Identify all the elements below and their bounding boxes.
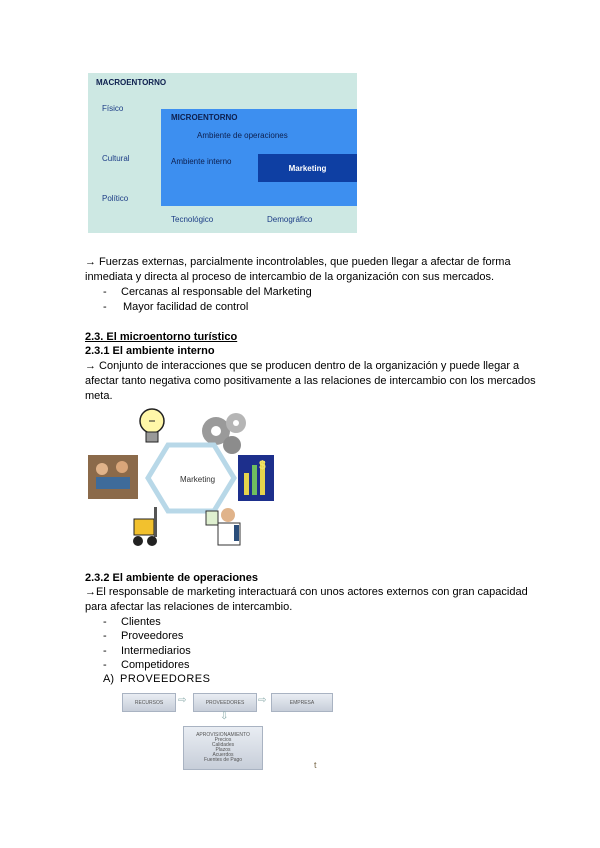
list-item: - Cercanas al responsable del Marketing [103, 286, 312, 298]
macro-title: MACROENTORNO [96, 78, 167, 87]
internal-label: Ambiente interno [171, 157, 232, 166]
person-presenting-icon [206, 508, 240, 545]
sub2-line2: para afectar las relaciones de intercambio. [85, 601, 293, 613]
sub1-line2: afectar tanto negativa como positivamente a las relaciones de intercambio con los mercados [85, 375, 536, 387]
flow-box-recursos: RECURSOS [122, 693, 176, 712]
para1-line2: inmediata y directa al proceso de intercambio de la organización con sus mercados. [85, 271, 495, 283]
internal-environment-illustration [88, 403, 278, 553]
label-demografico: Demográfico [267, 215, 313, 224]
flow-box-empresa: EMPRESA [271, 693, 333, 712]
lightbulb-icon [140, 409, 164, 442]
list-item: - Competidores [103, 659, 190, 671]
label-fisico: Físico [102, 104, 124, 113]
chart-people-icon [238, 455, 274, 501]
list-item: - Intermediarios [103, 645, 191, 657]
flow-box-proveedores: PROVEEDORES [193, 693, 257, 712]
flow-box-aprovisionamiento: APROVISIONAMIENTO Precios Calidades Plazos Acuerdos Fuentes de Pago [183, 726, 263, 770]
sub2-line1: →El responsable de marketing interactuará con unos actores externos con gran capacidad [85, 586, 528, 598]
flow-arrow-icon: ⇨ [258, 695, 267, 706]
macroenvironment-diagram [88, 73, 357, 233]
hex-center-label: Marketing [180, 475, 216, 484]
label-cultural: Cultural [102, 154, 130, 163]
para1-line1: → Fuerzas externas, parcialmente incontrolables, que pueden llegar a afectar de forma [85, 256, 511, 268]
svg-text:$: $ [259, 458, 266, 472]
label-politico: Político [102, 194, 129, 203]
meeting-photo-icon [88, 455, 138, 499]
heading-a: A) PROVEEDORES [103, 673, 211, 685]
flow-arrow-icon: ⇨ [178, 695, 187, 706]
flow-arrow-down-icon: ⇩ [220, 711, 229, 722]
marketing-box: Marketing [258, 154, 357, 182]
heading-a-marker: A) [103, 673, 114, 685]
subsection-heading: 2.3.1 El ambiente interno [85, 345, 215, 357]
microenvironment-box [161, 109, 357, 206]
list-item: - Mayor facilidad de control [103, 301, 249, 313]
micro-title: MICROENTORNO [171, 113, 238, 122]
subsection-heading-2: 2.3.2 El ambiente de operaciones [85, 572, 259, 584]
forklift-icon [133, 507, 157, 546]
label-tecnologico: Tecnológico [171, 215, 214, 224]
list-item: - Proveedores [103, 630, 184, 642]
section-heading: 2.3. El microentorno turístico [85, 331, 238, 343]
stray-mark: t [314, 760, 317, 770]
sub1-line3: meta. [85, 390, 113, 402]
sub1-line1: → Conjunto de interacciones que se producen dentro de la organización y puede llegar a [85, 360, 520, 372]
operations-label: Ambiente de operaciones [197, 131, 288, 140]
list-item: - Clientes [103, 616, 161, 628]
